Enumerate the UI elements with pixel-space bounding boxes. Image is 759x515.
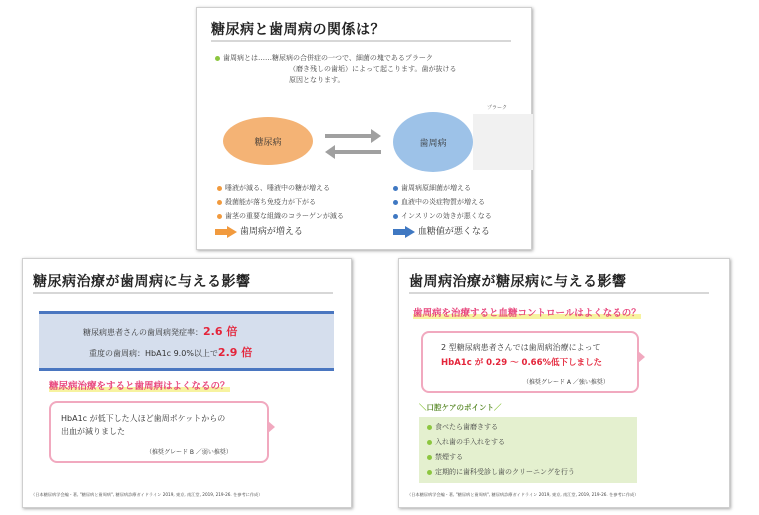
green-bullet-icon <box>427 470 432 475</box>
oral-care-item-1: 入れ歯の手入れをする <box>427 437 505 447</box>
card1-title: 糖尿病と歯周病の関係は？ <box>211 22 385 38</box>
blue-arrow-icon <box>393 226 415 238</box>
card2-grade: （推奨グレード B ／弱い推奨） <box>146 449 232 456</box>
slash-left-icon: ＼ <box>419 403 427 412</box>
card3-bubble <box>421 331 639 393</box>
left-list <box>217 183 344 221</box>
orange-bullet-icon <box>217 200 222 205</box>
card1-definition-line2: （磨き残しの歯垢）によって起こります。歯が抜ける <box>289 65 457 73</box>
orange-bullet-icon <box>217 214 222 219</box>
stat1: 糖尿病患者さんの歯周病発症率：2.6 倍 <box>83 325 238 338</box>
card3-source: （日本糖尿病学会編・著, "糖尿病と歯周病", 糖尿病診療ガイドライン 2019, 東京, 南江堂, 2019, 219-26. を参考に作成） <box>407 492 639 497</box>
green-bullet-icon <box>427 425 432 430</box>
blue-bullet-icon <box>393 214 398 219</box>
tooth-illustration <box>473 114 533 170</box>
card3-question: 歯周病を治療すると血糖コントロールはよくなるの？ <box>413 308 641 319</box>
card2-bubble-line1: HbA1c が低下した人ほど歯周ポケットからの <box>61 414 226 423</box>
card-periodontal-treatment-effect <box>398 258 730 508</box>
oral-care-item-0: 食べたら歯磨きする <box>427 422 498 432</box>
card2-bubble <box>49 401 269 463</box>
oral-care-item-2: 禁煙する <box>427 452 463 462</box>
green-bullet-icon <box>427 440 432 445</box>
card1-definition-line3: 原因となります。 <box>289 76 345 84</box>
card2-bubble-line2: 出血が減りました <box>61 427 125 436</box>
bidirectional-arrows-icon <box>321 126 385 162</box>
card3-title: 歯周病治療が糖尿病に与える影響 <box>409 274 627 290</box>
right-item-1: 血液中の炎症物質が増える <box>393 197 492 207</box>
diabetes-ellipse: 糖尿病 <box>223 117 313 165</box>
slash-right-icon: ／ <box>494 403 502 412</box>
card2-title-underline <box>33 292 333 294</box>
oral-care-box <box>419 417 637 483</box>
periodontal-ellipse: 歯周病 <box>393 112 473 172</box>
card2-title: 糖尿病治療が歯周病に与える影響 <box>33 274 251 290</box>
stat2: 重度の歯周病：HbA1c 9.0%以上で2.9 倍 <box>89 346 253 359</box>
card3-title-underline <box>409 292 709 294</box>
right-item-0: 歯周病原細菌が増える <box>393 183 492 193</box>
blue-bullet-icon <box>393 186 398 191</box>
card1-title-underline <box>211 40 511 42</box>
left-item-2: 歯茎の重要な組織のコラーゲンが減る <box>217 211 344 221</box>
left-item-0: 唾液が減る、唾液中の糖が増える <box>217 183 344 193</box>
oral-care-item-3: 定期的に歯科受診し歯のクリーニングを行う <box>427 467 575 477</box>
card3-grade: （推奨グレード A ／強い推奨） <box>523 379 609 386</box>
card3-bubble-line2: HbA1c が 0.29 ～ 0.66%低下しました <box>441 358 603 368</box>
blue-bullet-icon <box>393 200 398 205</box>
oral-care-title: ＼口腔ケアのポイント／ <box>419 403 502 412</box>
right-result: 血糖値が悪くなる <box>393 224 490 238</box>
left-result: 歯周病が増える <box>215 224 303 238</box>
green-bullet-icon <box>215 56 220 61</box>
card1-definition-line1: 歯周病とは……糖尿病の合併症の一つで、細菌の塊であるプラーク <box>215 53 433 63</box>
card2-question: 糖尿病治療をすると歯周病はよくなるの？ <box>49 381 230 392</box>
card-diabetes-periodontal-relation <box>196 7 532 250</box>
left-item-1: 殺菌能が落ち免疫力が下がる <box>217 197 344 207</box>
orange-arrow-icon <box>215 226 237 238</box>
plaque-label: プラーク <box>487 105 508 111</box>
card3-bubble-line1: 2 型糖尿病患者さんでは歯周病治療によって <box>441 343 601 352</box>
stats-box <box>39 311 334 371</box>
orange-bullet-icon <box>217 186 222 191</box>
card-diabetes-treatment-effect <box>22 258 352 508</box>
right-list <box>393 183 492 221</box>
green-bullet-icon <box>427 455 432 460</box>
right-item-2: インスリンの効きが悪くなる <box>393 211 492 221</box>
card2-source: （日本糖尿病学会編・著, "糖尿病と歯周病", 糖尿病診療ガイドライン 2019, 東京, 南江堂, 2019, 219-26. を参考に作成） <box>31 492 263 497</box>
